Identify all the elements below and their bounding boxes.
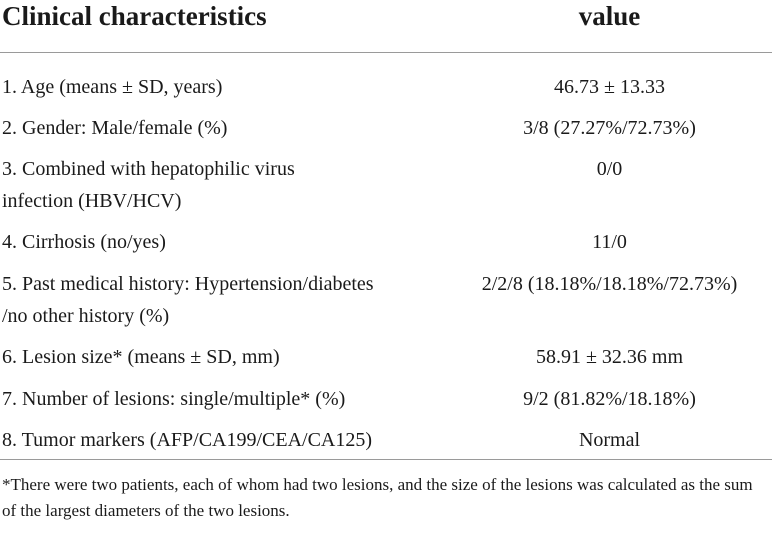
row-value: 11/0 <box>592 231 627 253</box>
row-value: 2/2/8 (18.18%/18.18%/72.73%) <box>481 273 738 295</box>
row-label: 5. Past medical history: Hypertension/diabetes /no other history (%) <box>2 273 374 327</box>
row-value: 0/0 <box>596 158 623 180</box>
row-value: Normal <box>578 429 641 451</box>
table-header <box>0 0 772 53</box>
row-value: 3/8 (27.27%/72.73%) <box>523 117 696 139</box>
header-clinical-characteristics: Clinical characteristics <box>2 1 267 31</box>
row-value: 46.73 ± 13.33 <box>554 76 665 98</box>
row-label: 2. Gender: Male/female (%) <box>2 117 228 139</box>
row-value: 9/2 (81.82%/18.18%) <box>523 388 696 410</box>
table-bottom-rule <box>0 459 772 460</box>
header-value: value <box>578 1 641 31</box>
row-label: 6. Lesion size* (means ± SD, mm) <box>2 346 280 368</box>
table-footnote: *There were two patients, each of whom had two lesions, and the size of the lesions was calculated as the sum of the largest diameters of the two lesions. <box>2 475 753 520</box>
row-label: 4. Cirrhosis (no/yes) <box>2 231 166 253</box>
row-label: 7. Number of lesions: single/multiple* (%) <box>2 388 346 410</box>
row-label: 8. Tumor markers (AFP/CA199/CEA/CA125) <box>2 429 373 451</box>
row-label: 1. Age (means ± SD, years) <box>2 76 223 98</box>
row-value: 58.91 ± 32.36 mm <box>535 346 684 368</box>
row-label: 3. Combined with hepatophilic virus infection (HBV/HCV) <box>2 158 295 212</box>
